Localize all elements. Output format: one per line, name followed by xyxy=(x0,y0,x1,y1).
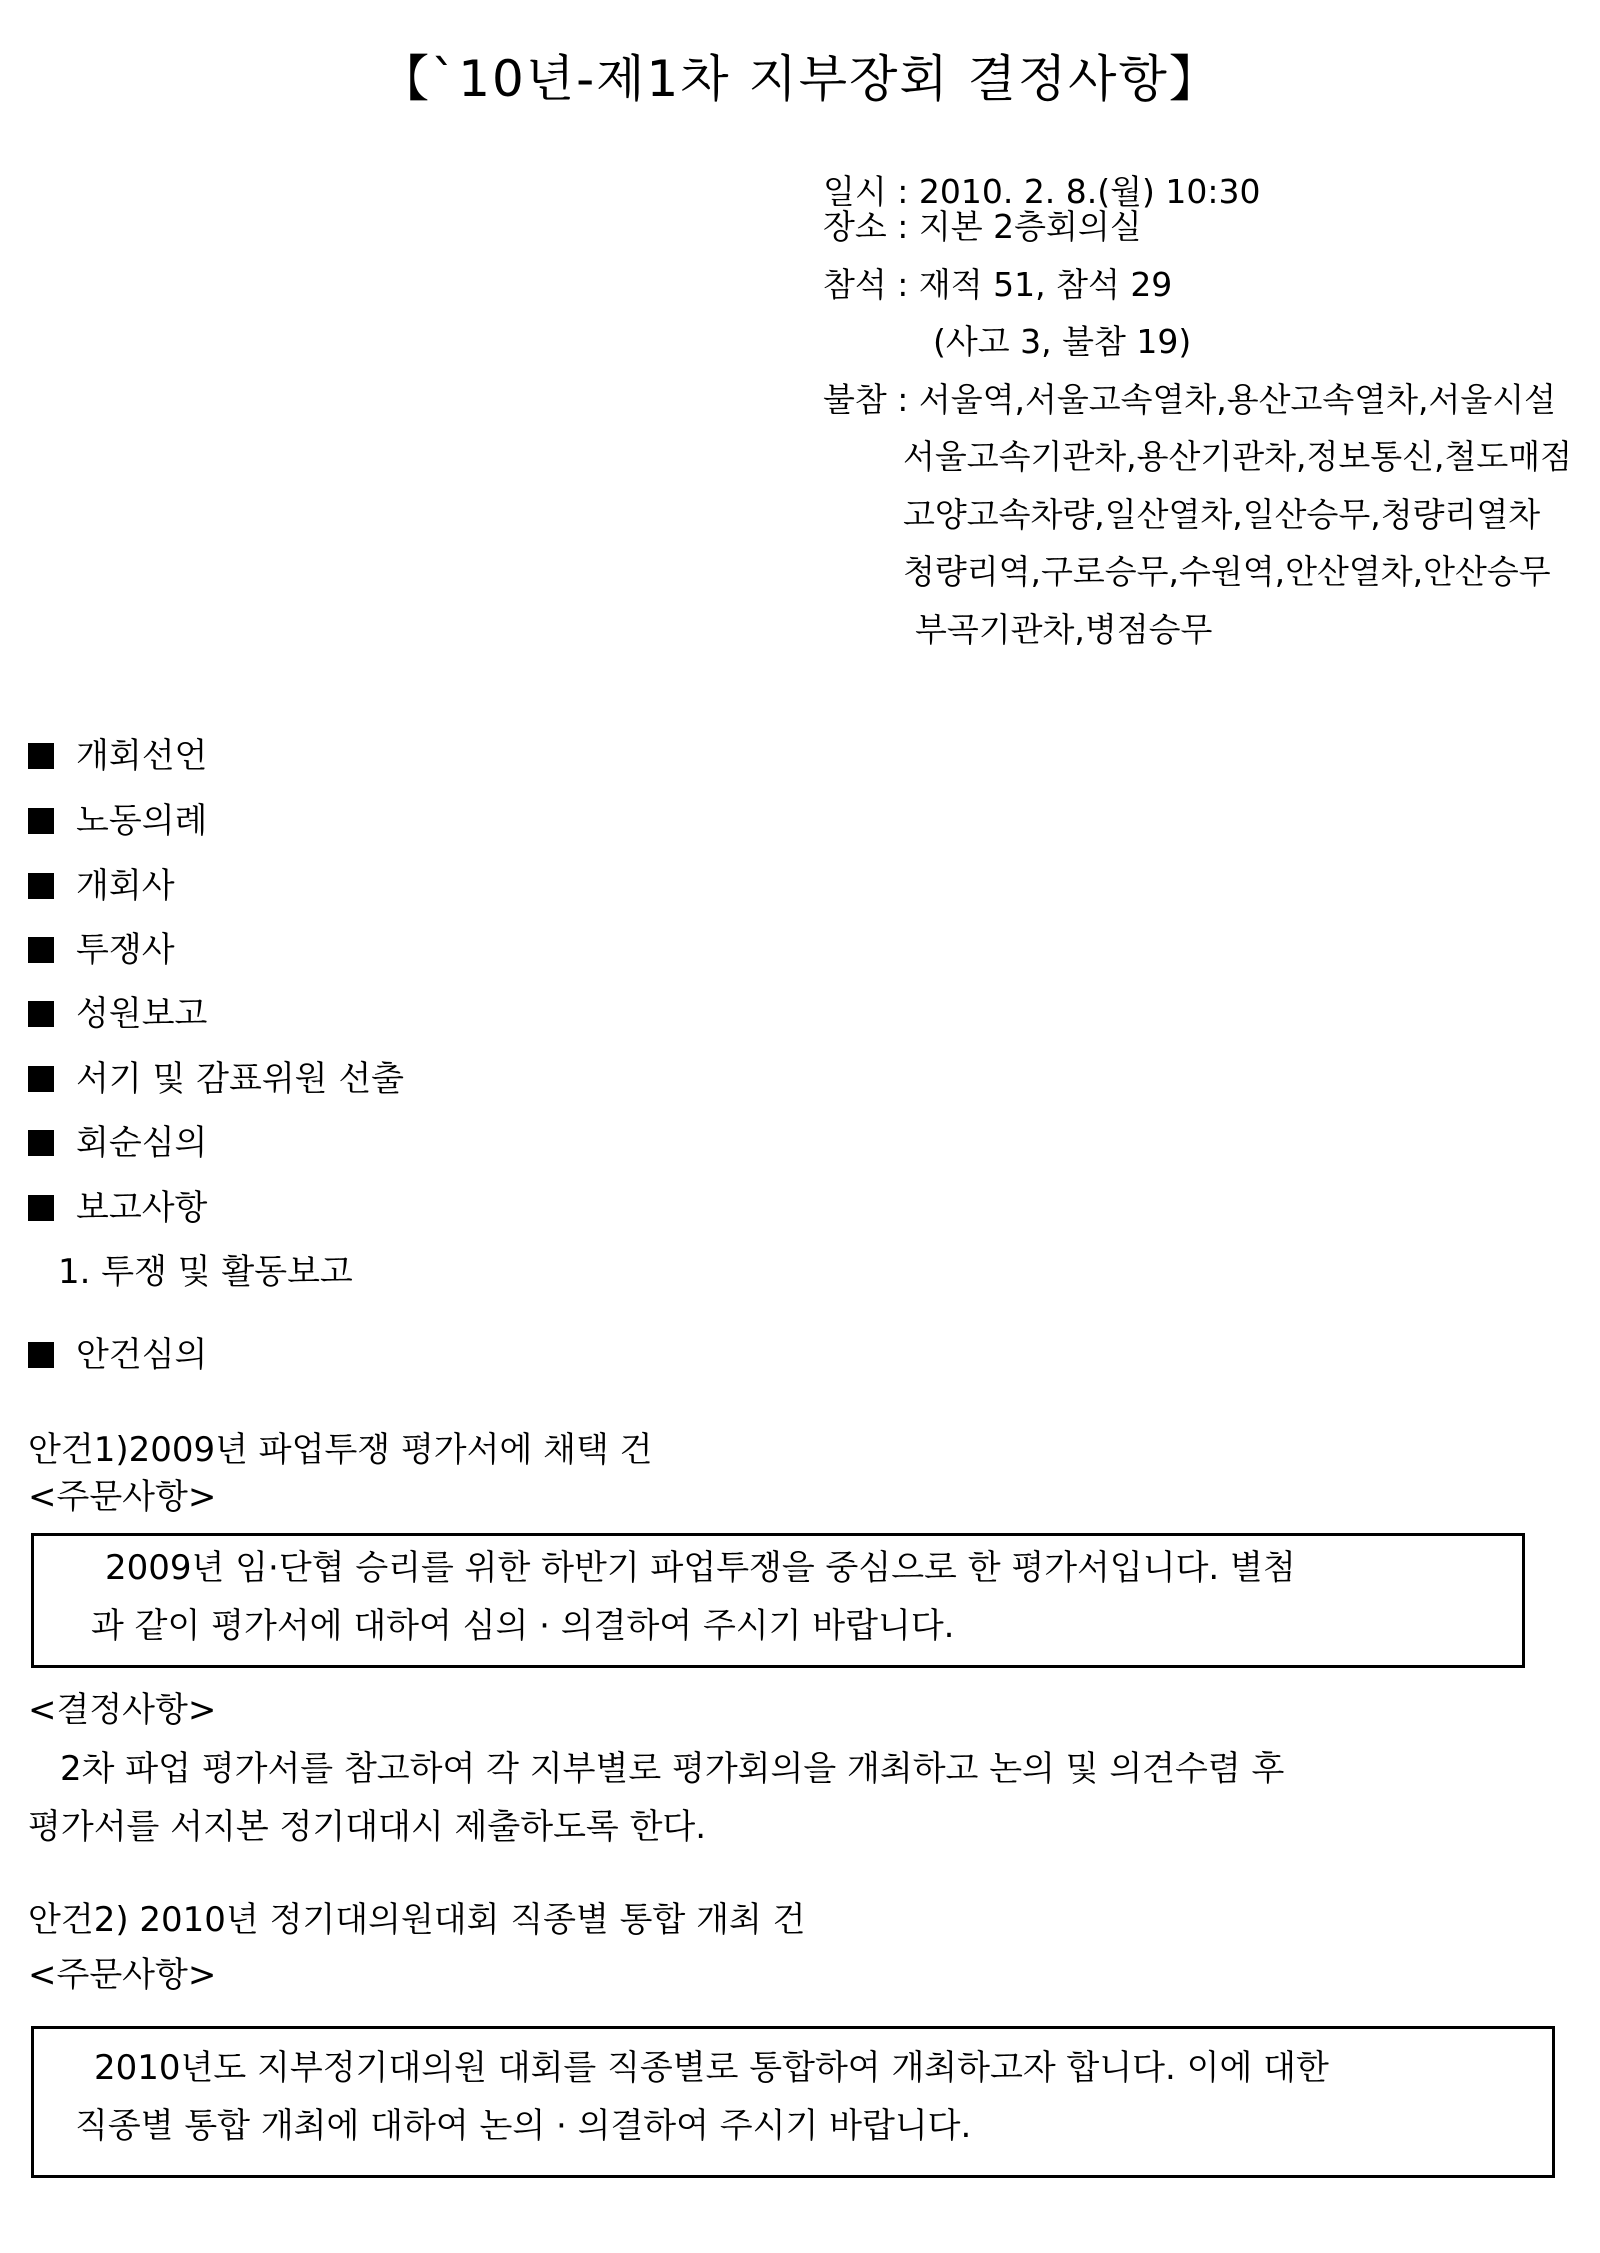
square-bullet-icon xyxy=(28,808,54,834)
attendance-detail: (사고 3, 불참 19) xyxy=(933,322,1192,361)
agenda1-decision-label: <결정사항> xyxy=(28,1690,217,1730)
agenda2-title: 안건2) 2010년 정기대의원대회 직종별 통합 개최 건 xyxy=(28,1900,806,1940)
meeting-date: 일시 : 2010. 2. 8.(월) 10:30 xyxy=(823,172,1261,211)
agenda1-order-label: <주문사항> xyxy=(28,1477,217,1517)
agenda2-order-label: <주문사항> xyxy=(28,1955,217,1995)
square-bullet-icon xyxy=(28,937,54,963)
section-heading: 개회사 xyxy=(28,863,175,909)
absent-label: 불참 : 서울역,서울고속열차,용산고속열차,서울시설 xyxy=(823,380,1557,419)
square-bullet-icon xyxy=(28,1066,54,1092)
absent-line: 고양고속차량,일산열차,일산승무,청량리열차 xyxy=(903,495,1541,534)
agenda-heading: 안건심의 xyxy=(28,1332,207,1378)
square-bullet-icon xyxy=(28,1342,54,1368)
square-bullet-icon xyxy=(28,1001,54,1027)
agenda1-title: 안건1)2009년 파업투쟁 평가서에 채택 건 xyxy=(28,1430,653,1470)
section-heading: 성원보고 xyxy=(28,991,207,1037)
square-bullet-icon xyxy=(28,1195,54,1221)
section-heading: 회순심의 xyxy=(28,1120,207,1166)
agenda1-order-box xyxy=(31,1533,1525,1668)
agenda1-decision-line: 평가서를 서지본 정기대대시 제출하도록 한다. xyxy=(28,1807,707,1847)
section-heading: 노동의례 xyxy=(28,798,207,844)
square-bullet-icon xyxy=(28,1130,54,1156)
absent-line: 청량리역,구로승무,수원역,안산열차,안산승무 xyxy=(903,552,1551,591)
agenda2-order-line: 2010년도 지부정기대의원 대회를 직종별로 통합하여 개최하고자 합니다. 이에 대한 xyxy=(94,2048,1329,2088)
square-bullet-icon xyxy=(28,873,54,899)
agenda1-decision-line: 2차 파업 평가서를 참고하여 각 지부별로 평가회의을 개최하고 논의 및 의견수렴 후 xyxy=(60,1749,1285,1789)
absent-line: 서울고속기관차,용산기관차,정보통신,철도매점 xyxy=(903,437,1573,476)
meeting-place: 장소 : 지본 2층회의실 xyxy=(823,207,1142,246)
absent-line: 부곡기관차,병점승무 xyxy=(915,610,1213,649)
section-heading: 개회선언 xyxy=(28,733,207,779)
document-title: 【`10년-제1차 지부장회 결정사항】 xyxy=(379,50,1221,108)
section-heading: 보고사항 xyxy=(28,1185,207,1231)
agenda2-order-line: 직종별 통합 개최에 대하여 논의 · 의결하여 주시기 바랍니다. xyxy=(75,2106,972,2146)
section-heading: 서기 및 감표위원 선출 xyxy=(28,1056,404,1102)
agenda1-order-line: 2009년 임·단협 승리를 위한 하반기 파업투쟁을 중심으로 한 평가서입니다. 별첨 xyxy=(105,1548,1296,1588)
section-heading: 투쟁사 xyxy=(28,927,175,973)
agenda1-order-line: 과 같이 평가서에 대하여 심의 · 의결하여 주시기 바랍니다. xyxy=(91,1606,955,1646)
agenda2-order-box xyxy=(31,2026,1555,2178)
meeting-attendance: 참석 : 재적 51, 참석 29 xyxy=(823,265,1173,304)
report-item: 1. 투쟁 및 활동보고 xyxy=(58,1252,353,1292)
square-bullet-icon xyxy=(28,743,54,769)
